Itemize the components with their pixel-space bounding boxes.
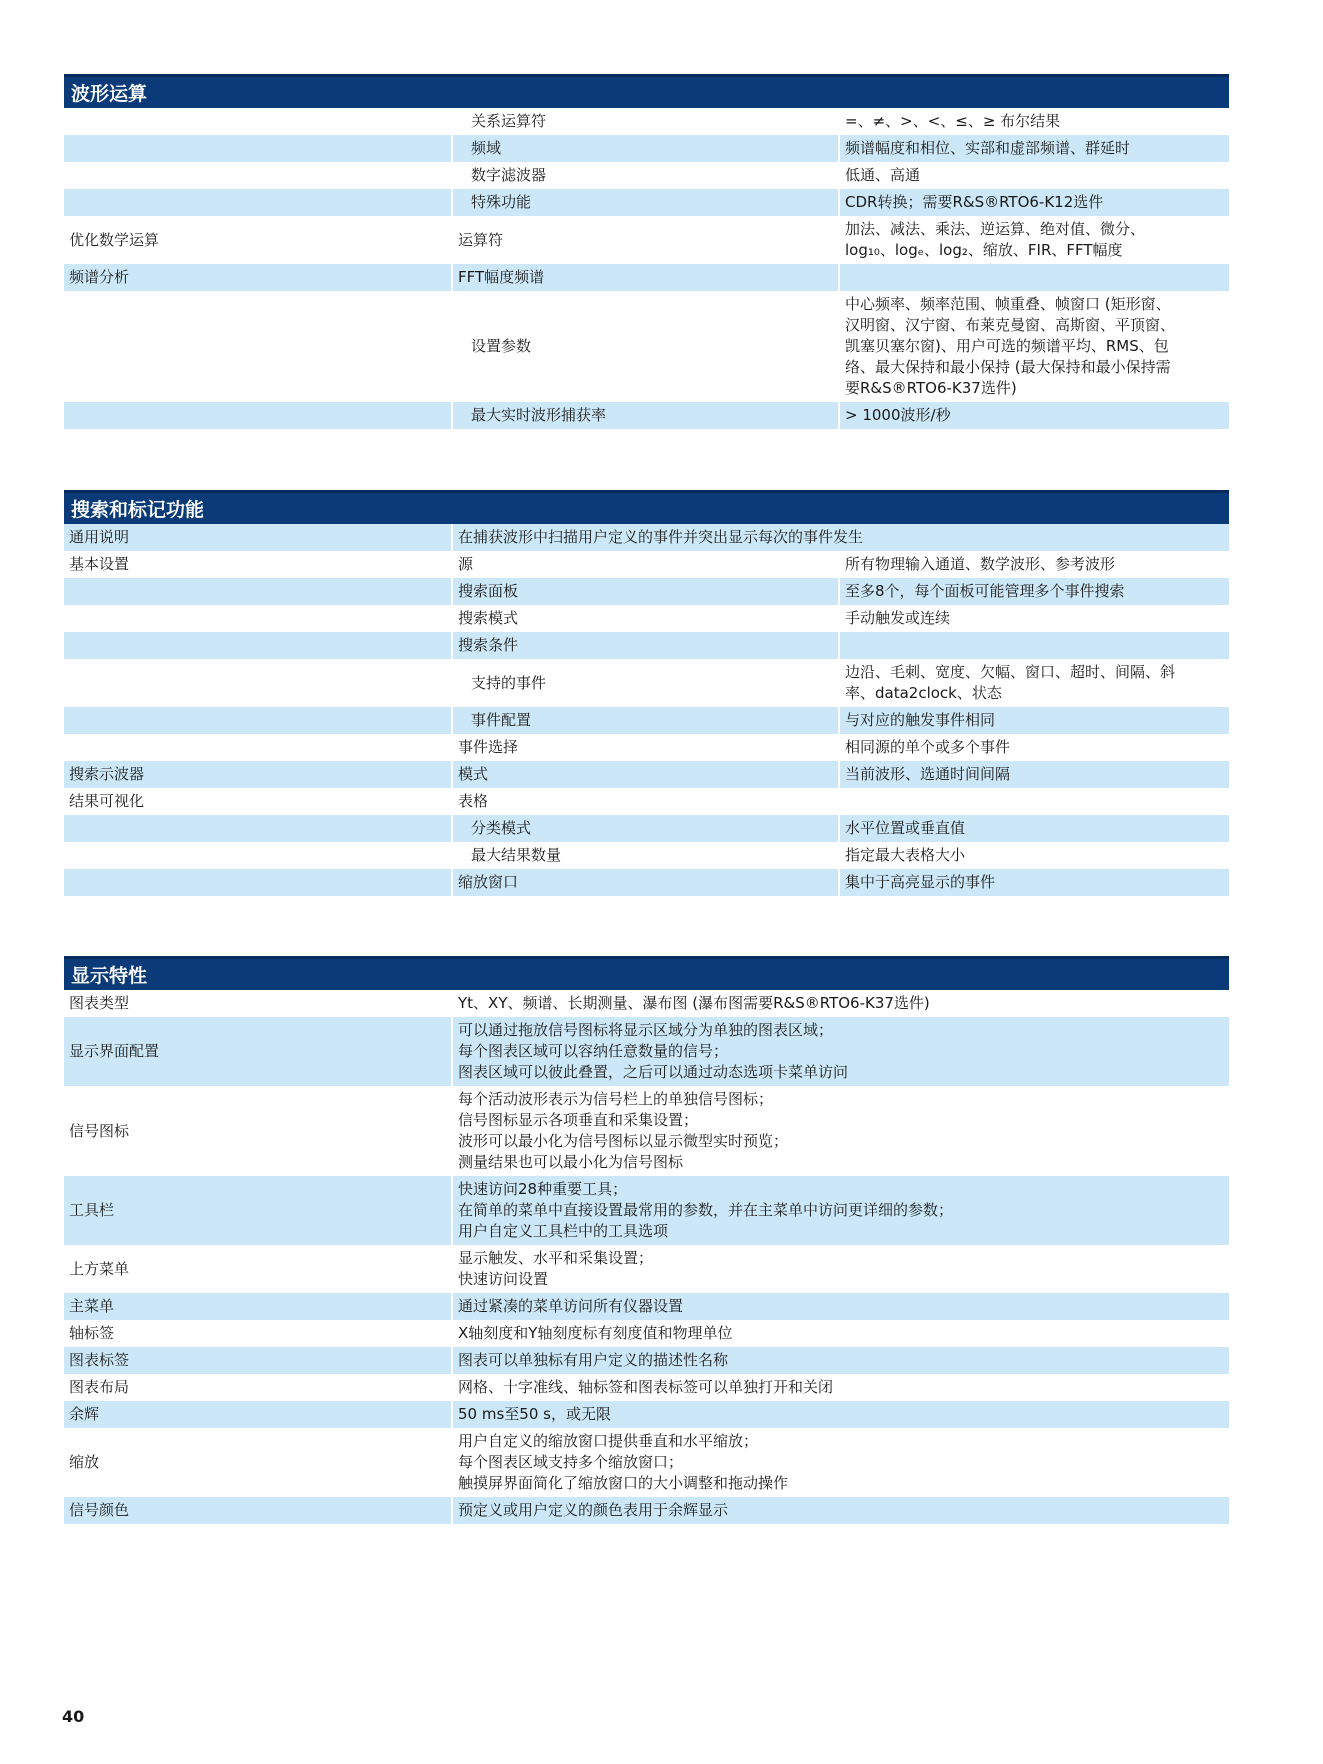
row-label xyxy=(64,869,452,896)
row-value xyxy=(839,734,1229,761)
table-row xyxy=(64,734,1229,761)
cell-line: 至多8个，每个面板可能管理多个事件搜索 xyxy=(845,582,1125,600)
row-value xyxy=(839,551,1229,578)
row-label: 信号颜色 xyxy=(64,1497,452,1524)
table-row xyxy=(64,842,1229,869)
table-row xyxy=(64,659,1229,707)
row-parameter: 搜索条件 xyxy=(452,632,839,659)
table-row xyxy=(64,1401,1229,1428)
table-row xyxy=(64,1086,1229,1176)
cell-line: 快速访问设置 xyxy=(458,1270,549,1288)
cell-line: CDR转换；需要R&S®RTO6-K12选件 xyxy=(845,193,1104,211)
row-value xyxy=(839,108,1229,135)
row-parameter: 运算符 xyxy=(452,216,839,264)
table-row xyxy=(64,135,1229,162)
cell-line: 所有物理输入通道、数学波形、参考波形 xyxy=(845,555,1116,573)
cell-line: 图表可以单独标有用户定义的描述性名称 xyxy=(458,1351,729,1369)
cell-line: X轴刻度和Y轴刻度标有刻度值和物理单位 xyxy=(458,1324,733,1342)
row-label: 通用说明 xyxy=(64,524,452,551)
table-row xyxy=(64,815,1229,842)
cell-line: 波形可以最小化为信号图标以显示微型实时预览； xyxy=(458,1132,789,1150)
cell-line: 率、data2clock、状态 xyxy=(845,684,1002,702)
cell-line: 触摸屏界面简化了缩放窗口的大小调整和拖动操作 xyxy=(458,1474,789,1492)
row-label: 轴标签 xyxy=(64,1320,452,1347)
table-row xyxy=(64,1176,1229,1245)
cell-line: Yt、XY、频谱、长期测量、瀑布图 (瀑布图需要R&S®RTO6-K37选件) xyxy=(458,994,930,1012)
cell-line: 水平位置或垂直值 xyxy=(845,819,966,837)
cell-line: 要R&S®RTO6-K37选件) xyxy=(845,379,1017,397)
section-title: 显示特性 xyxy=(64,956,1229,990)
row-label xyxy=(64,632,452,659)
table-row xyxy=(64,990,1229,1017)
spec-table xyxy=(64,990,1229,1524)
cell-line: 测量结果也可以最小化为信号图标 xyxy=(458,1153,684,1171)
cell-line: 汉明窗、汉宁窗、布莱克曼窗、高斯窗、平顶窗、 xyxy=(845,316,1176,334)
row-parameter: 缩放窗口 xyxy=(452,869,839,896)
row-label xyxy=(64,578,452,605)
cell-line: 每个图表区域支持多个缩放窗口； xyxy=(458,1453,684,1471)
table-row xyxy=(64,402,1229,429)
row-parameter: FFT幅度频谱 xyxy=(452,264,839,291)
cell-line: 相同源的单个或多个事件 xyxy=(845,738,1011,756)
table-row xyxy=(64,788,1229,815)
spec-table xyxy=(64,108,1229,429)
row-value xyxy=(452,1293,1229,1320)
row-value xyxy=(452,1086,1229,1176)
section-title: 搜索和标记功能 xyxy=(64,490,1229,524)
table-row xyxy=(64,707,1229,734)
row-value xyxy=(452,1497,1229,1524)
row-label xyxy=(64,842,452,869)
row-value xyxy=(452,1245,1229,1293)
table-row xyxy=(64,1428,1229,1497)
row-label xyxy=(64,291,452,402)
table-row xyxy=(64,605,1229,632)
table-row xyxy=(64,216,1229,264)
cell-line: 指定最大表格大小 xyxy=(845,846,966,864)
cell-line: =、≠、>、<、≤、≥ 布尔结果 xyxy=(845,112,1061,130)
row-label: 信号图标 xyxy=(64,1086,452,1176)
row-value xyxy=(839,659,1229,707)
cell-line: 图表区域可以彼此叠置，之后可以通过动态选项卡菜单访问 xyxy=(458,1063,849,1081)
row-label xyxy=(64,815,452,842)
row-parameter: 最大实时波形捕获率 xyxy=(452,402,839,429)
row-parameter: 数字滤波器 xyxy=(452,162,839,189)
cell-line: 每个活动波形表示为信号栏上的单独信号图标； xyxy=(458,1090,774,1108)
row-label: 结果可视化 xyxy=(64,788,452,815)
row-value xyxy=(839,815,1229,842)
row-parameter: 搜索模式 xyxy=(452,605,839,632)
row-value xyxy=(839,291,1229,402)
table-row xyxy=(64,1293,1229,1320)
table-row xyxy=(64,291,1229,402)
row-label: 工具栏 xyxy=(64,1176,452,1245)
cell-line: 通过紧凑的菜单访问所有仪器设置 xyxy=(458,1297,684,1315)
row-parameter: 模式 xyxy=(452,761,839,788)
row-value xyxy=(839,578,1229,605)
cell-line: 络、最大保持和最小保持 (最大保持和最小保持需 xyxy=(845,358,1171,376)
page-number: 40 xyxy=(62,1707,85,1726)
row-parameter: 设置参数 xyxy=(452,291,839,402)
row-value xyxy=(452,1374,1229,1401)
row-value xyxy=(452,1176,1229,1245)
row-value xyxy=(839,162,1229,189)
cell-line: 凯塞贝塞尔窗)、用户可选的频谱平均、RMS、包 xyxy=(845,337,1169,355)
row-parameter: 搜索面板 xyxy=(452,578,839,605)
row-parameter: 分类模式 xyxy=(452,815,839,842)
cell-line: 加法、减法、乘法、逆运算、绝对值、微分、 xyxy=(845,220,1146,238)
table-row xyxy=(64,1347,1229,1374)
cell-line: 低通、高通 xyxy=(845,166,921,184)
row-label: 基本设置 xyxy=(64,551,452,578)
row-parameter: 支持的事件 xyxy=(452,659,839,707)
row-value xyxy=(839,189,1229,216)
cell-line: 手动触发或连续 xyxy=(845,609,951,627)
table-row xyxy=(64,1245,1229,1293)
cell-line: 当前波形、选通时间间隔 xyxy=(845,765,1011,783)
row-value xyxy=(452,1320,1229,1347)
row-parameter: 频域 xyxy=(452,135,839,162)
table-row xyxy=(64,869,1229,896)
row-label xyxy=(64,734,452,761)
cell-line: 用户自定义工具栏中的工具选项 xyxy=(458,1222,669,1240)
table-row xyxy=(64,162,1229,189)
row-parameter: 关系运算符 xyxy=(452,108,839,135)
row-value xyxy=(839,135,1229,162)
row-label xyxy=(64,189,452,216)
table-row xyxy=(64,1374,1229,1401)
row-parameter: 事件配置 xyxy=(452,707,839,734)
section-display xyxy=(64,956,1229,1524)
row-label: 显示界面配置 xyxy=(64,1017,452,1086)
row-label xyxy=(64,108,452,135)
row-label: 图表布局 xyxy=(64,1374,452,1401)
table-row xyxy=(64,1320,1229,1347)
row-parameter: 源 xyxy=(452,551,839,578)
row-value xyxy=(452,1017,1229,1086)
row-value xyxy=(839,842,1229,869)
row-label: 频谱分析 xyxy=(64,264,452,291)
row-label: 主菜单 xyxy=(64,1293,452,1320)
row-value xyxy=(452,1347,1229,1374)
table-row xyxy=(64,108,1229,135)
row-label xyxy=(64,605,452,632)
row-label xyxy=(64,402,452,429)
table-row xyxy=(64,524,1229,551)
row-value xyxy=(452,1401,1229,1428)
cell-line: 用户自定义的缩放窗口提供垂直和水平缩放； xyxy=(458,1432,759,1450)
row-value xyxy=(452,1428,1229,1497)
table-row xyxy=(64,1497,1229,1524)
row-label: 余辉 xyxy=(64,1401,452,1428)
row-value xyxy=(452,990,1229,1017)
row-value xyxy=(839,605,1229,632)
cell-line: 预定义或用户定义的颜色表用于余辉显示 xyxy=(458,1501,729,1519)
table-row xyxy=(64,578,1229,605)
section-waveform-math xyxy=(64,74,1229,429)
row-value xyxy=(839,264,1229,291)
row-value xyxy=(839,788,1229,815)
cell-line: > 1000波形/秒 xyxy=(845,406,951,424)
row-label: 搜索示波器 xyxy=(64,761,452,788)
cell-line: 边沿、毛刺、宽度、欠幅、窗口、超时、间隔、斜 xyxy=(845,663,1176,681)
row-label xyxy=(64,135,452,162)
table-row xyxy=(64,264,1229,291)
table-row xyxy=(64,551,1229,578)
section-search-mark xyxy=(64,490,1229,896)
row-label: 图表类型 xyxy=(64,990,452,1017)
cell-line: 与对应的触发事件相同 xyxy=(845,711,996,729)
row-label xyxy=(64,707,452,734)
row-value xyxy=(839,402,1229,429)
row-value xyxy=(839,216,1229,264)
table-row xyxy=(64,761,1229,788)
row-label: 图表标签 xyxy=(64,1347,452,1374)
cell-line: 每个图表区域可以容纳任意数量的信号； xyxy=(458,1042,729,1060)
row-label: 上方菜单 xyxy=(64,1245,452,1293)
cell-line: 集中于高亮显示的事件 xyxy=(845,873,996,891)
cell-line: 中心频率、频率范围、帧重叠、帧窗口 (矩形窗、 xyxy=(845,295,1171,313)
cell-line: 显示触发、水平和采集设置； xyxy=(458,1249,654,1267)
row-parameter: 表格 xyxy=(452,788,839,815)
row-value: 在捕获波形中扫描用户定义的事件并突出显示每次的事件发生 xyxy=(452,524,1229,551)
cell-line: 可以通过拖放信号图标将显示区域分为单独的图表区域； xyxy=(458,1021,834,1039)
table-row xyxy=(64,1017,1229,1086)
row-label xyxy=(64,162,452,189)
section-title: 波形运算 xyxy=(64,74,1229,108)
cell-line: 网格、十字准线、轴标签和图表标签可以单独打开和关闭 xyxy=(458,1378,834,1396)
table-row xyxy=(64,632,1229,659)
table-row xyxy=(64,189,1229,216)
cell-line: 快速访问28种重要工具； xyxy=(458,1180,628,1198)
cell-line: 在简单的菜单中直接设置最常用的参数，并在主菜单中访问更详细的参数； xyxy=(458,1201,954,1219)
row-parameter: 特殊功能 xyxy=(452,189,839,216)
row-parameter: 最大结果数量 xyxy=(452,842,839,869)
cell-line: 50 ms至50 s，或无限 xyxy=(458,1405,611,1423)
cell-line: log₁₀、logₑ、log₂、缩放、FIR、FFT幅度 xyxy=(845,241,1123,259)
cell-line: 信号图标显示各项垂直和采集设置； xyxy=(458,1111,699,1129)
spec-table xyxy=(64,524,1229,896)
row-label xyxy=(64,659,452,707)
row-value xyxy=(839,707,1229,734)
row-value xyxy=(839,761,1229,788)
row-label: 优化数学运算 xyxy=(64,216,452,264)
row-label: 缩放 xyxy=(64,1428,452,1497)
row-parameter: 事件选择 xyxy=(452,734,839,761)
row-value xyxy=(839,632,1229,659)
cell-line: 频谱幅度和相位、实部和虚部频谱、群延时 xyxy=(845,139,1131,157)
row-value xyxy=(839,869,1229,896)
